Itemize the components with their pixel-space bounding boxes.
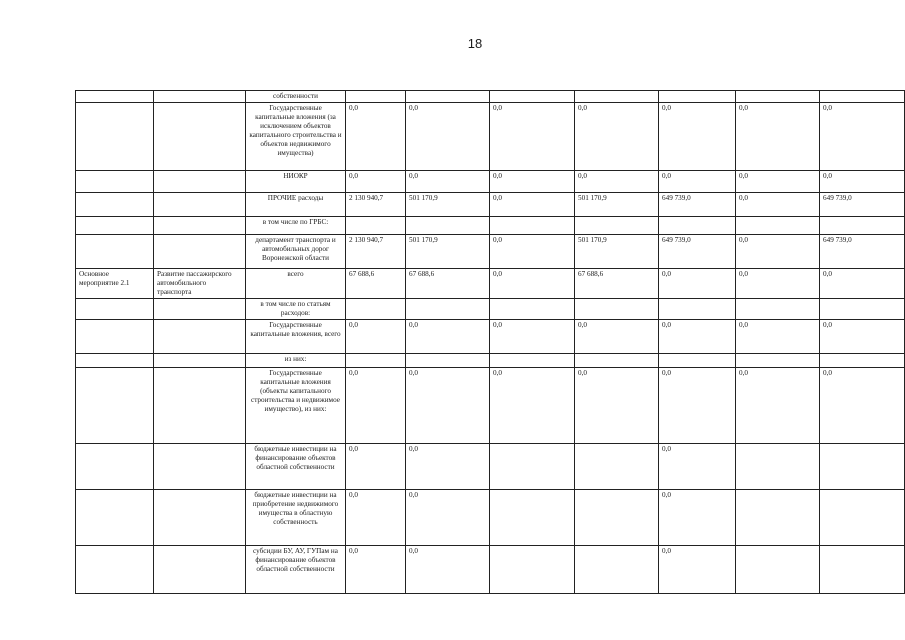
value-cell: 0,0 — [659, 171, 736, 193]
value-cell: 0,0 — [820, 269, 905, 299]
value-cell — [736, 354, 820, 368]
value-cell — [736, 91, 820, 103]
row-group-cell — [76, 354, 154, 368]
value-cell: 0,0 — [490, 269, 575, 299]
row-name-cell — [154, 368, 246, 444]
value-cell: 0,0 — [406, 368, 490, 444]
value-cell: 0,0 — [346, 368, 406, 444]
value-cell — [820, 91, 905, 103]
value-cell: 0,0 — [820, 171, 905, 193]
row-name-cell — [154, 217, 246, 235]
value-cell: 0,0 — [490, 193, 575, 217]
value-cell — [575, 217, 659, 235]
value-cell: 0,0 — [346, 103, 406, 171]
row-name-cell — [154, 235, 246, 269]
table-row — [76, 368, 905, 444]
value-cell: 2 130 940,7 — [346, 193, 406, 217]
value-cell: 0,0 — [346, 546, 406, 594]
value-cell — [490, 217, 575, 235]
table-row — [76, 320, 905, 354]
value-cell — [575, 354, 659, 368]
table-row — [76, 235, 905, 269]
value-cell: 0,0 — [820, 368, 905, 444]
table-row — [76, 103, 905, 171]
value-cell — [406, 354, 490, 368]
value-cell — [490, 91, 575, 103]
value-cell: 0,0 — [820, 320, 905, 354]
table-row — [76, 269, 905, 299]
value-cell — [406, 91, 490, 103]
table-row — [76, 299, 905, 320]
value-cell: 0,0 — [406, 444, 490, 490]
value-cell — [490, 444, 575, 490]
row-name-cell — [154, 546, 246, 594]
expense-item-cell: ПРОЧИЕ расходы — [246, 193, 346, 217]
value-cell: 0,0 — [346, 490, 406, 546]
value-cell: 2 130 940,7 — [346, 235, 406, 269]
value-cell: 501 170,9 — [575, 193, 659, 217]
row-name-cell — [154, 490, 246, 546]
value-cell: 0,0 — [406, 490, 490, 546]
value-cell: 0,0 — [820, 103, 905, 171]
value-cell — [820, 444, 905, 490]
value-cell: 0,0 — [659, 368, 736, 444]
budget-table — [75, 90, 905, 594]
row-name-cell: Развитие пассажирского автомобильного транспорта — [154, 269, 246, 299]
value-cell — [736, 299, 820, 320]
value-cell — [575, 546, 659, 594]
value-cell — [820, 354, 905, 368]
value-cell — [736, 546, 820, 594]
value-cell — [575, 91, 659, 103]
value-cell: 0,0 — [346, 444, 406, 490]
page-number: 18 — [467, 36, 483, 51]
value-cell: 0,0 — [406, 103, 490, 171]
value-cell: 0,0 — [736, 269, 820, 299]
row-name-cell — [154, 299, 246, 320]
table-row — [76, 171, 905, 193]
value-cell — [820, 217, 905, 235]
row-group-cell — [76, 299, 154, 320]
value-cell — [406, 217, 490, 235]
value-cell: 0,0 — [736, 171, 820, 193]
value-cell — [820, 299, 905, 320]
value-cell: 501 170,9 — [406, 235, 490, 269]
row-group-cell — [76, 490, 154, 546]
row-group-cell: Основное мероприятие 2.1 — [76, 269, 154, 299]
expense-item-cell: субсидии БУ, АУ, ГУПам на финансирование объектов областной собственности — [246, 546, 346, 594]
value-cell: 0,0 — [736, 235, 820, 269]
row-name-cell — [154, 193, 246, 217]
value-cell — [736, 217, 820, 235]
value-cell — [490, 490, 575, 546]
expense-item-cell: бюджетные инвестиции на приобретение недвижимого имущества в областную собственность — [246, 490, 346, 546]
value-cell: 649 739,0 — [659, 235, 736, 269]
value-cell: 67 688,6 — [406, 269, 490, 299]
value-cell: 0,0 — [659, 444, 736, 490]
value-cell: 501 170,9 — [575, 235, 659, 269]
value-cell: 0,0 — [659, 103, 736, 171]
value-cell: 0,0 — [736, 193, 820, 217]
table-row — [76, 490, 905, 546]
value-cell: 649 739,0 — [820, 193, 905, 217]
value-cell: 0,0 — [490, 103, 575, 171]
value-cell: 0,0 — [575, 320, 659, 354]
row-group-cell — [76, 103, 154, 171]
table-row — [76, 91, 905, 103]
value-cell — [659, 217, 736, 235]
row-group-cell — [76, 217, 154, 235]
value-cell — [659, 354, 736, 368]
value-cell — [575, 299, 659, 320]
row-group-cell — [76, 235, 154, 269]
value-cell: 0,0 — [406, 320, 490, 354]
expense-item-cell: НИОКР — [246, 171, 346, 193]
row-name-cell — [154, 103, 246, 171]
value-cell: 0,0 — [490, 320, 575, 354]
value-cell: 67 688,6 — [346, 269, 406, 299]
value-cell: 0,0 — [346, 320, 406, 354]
value-cell: 0,0 — [736, 103, 820, 171]
table-body — [76, 91, 905, 594]
table-row — [76, 546, 905, 594]
row-name-cell — [154, 320, 246, 354]
value-cell — [575, 444, 659, 490]
expense-item-cell: бюджетные инвестиции на финансирование объектов областной собственности — [246, 444, 346, 490]
value-cell — [490, 546, 575, 594]
expense-item-cell: в том числе по ГРБС: — [246, 217, 346, 235]
expense-item-cell: Государственные капитальные вложения, всего — [246, 320, 346, 354]
value-cell — [346, 91, 406, 103]
expense-item-cell: собственности — [246, 91, 346, 103]
value-cell: 0,0 — [575, 368, 659, 444]
value-cell: 0,0 — [490, 235, 575, 269]
value-cell: 0,0 — [659, 490, 736, 546]
value-cell: 0,0 — [659, 320, 736, 354]
value-cell — [490, 299, 575, 320]
expense-item-cell: из них: — [246, 354, 346, 368]
row-group-cell — [76, 444, 154, 490]
value-cell — [346, 217, 406, 235]
value-cell: 0,0 — [346, 171, 406, 193]
value-cell: 0,0 — [490, 171, 575, 193]
value-cell: 501 170,9 — [406, 193, 490, 217]
table-row — [76, 193, 905, 217]
row-group-cell — [76, 171, 154, 193]
value-cell: 0,0 — [736, 320, 820, 354]
value-cell: 67 688,6 — [575, 269, 659, 299]
expense-item-cell: Государственные капитальные вложения (за исключением объектов капитального строительства и объектов недвижимого имущества) — [246, 103, 346, 171]
value-cell — [820, 490, 905, 546]
value-cell — [346, 299, 406, 320]
value-cell — [346, 354, 406, 368]
value-cell: 0,0 — [490, 368, 575, 444]
value-cell — [490, 354, 575, 368]
row-group-cell — [76, 91, 154, 103]
value-cell — [659, 91, 736, 103]
table-row — [76, 217, 905, 235]
row-group-cell — [76, 193, 154, 217]
value-cell: 0,0 — [406, 546, 490, 594]
value-cell: 0,0 — [659, 269, 736, 299]
value-cell: 0,0 — [575, 103, 659, 171]
value-cell: 0,0 — [736, 368, 820, 444]
table-row — [76, 354, 905, 368]
row-group-cell — [76, 546, 154, 594]
expense-item-cell: в том числе по статьям расходов: — [246, 299, 346, 320]
value-cell — [736, 490, 820, 546]
row-name-cell — [154, 171, 246, 193]
value-cell — [575, 490, 659, 546]
row-name-cell — [154, 354, 246, 368]
row-group-cell — [76, 320, 154, 354]
row-group-cell — [76, 368, 154, 444]
value-cell: 0,0 — [659, 546, 736, 594]
row-name-cell — [154, 444, 246, 490]
expense-item-cell: департамент транспорта и автомобильных дорог Воронежской области — [246, 235, 346, 269]
value-cell: 649 739,0 — [820, 235, 905, 269]
value-cell — [820, 546, 905, 594]
value-cell — [406, 299, 490, 320]
row-name-cell — [154, 91, 246, 103]
value-cell: 649 739,0 — [659, 193, 736, 217]
value-cell — [736, 444, 820, 490]
expense-item-cell: всего — [246, 269, 346, 299]
expense-item-cell: Государственные капитальные вложения (объекты капитального строительства и недвижимое имущество), из них: — [246, 368, 346, 444]
table-row — [76, 444, 905, 490]
value-cell: 0,0 — [575, 171, 659, 193]
value-cell — [659, 299, 736, 320]
value-cell: 0,0 — [406, 171, 490, 193]
